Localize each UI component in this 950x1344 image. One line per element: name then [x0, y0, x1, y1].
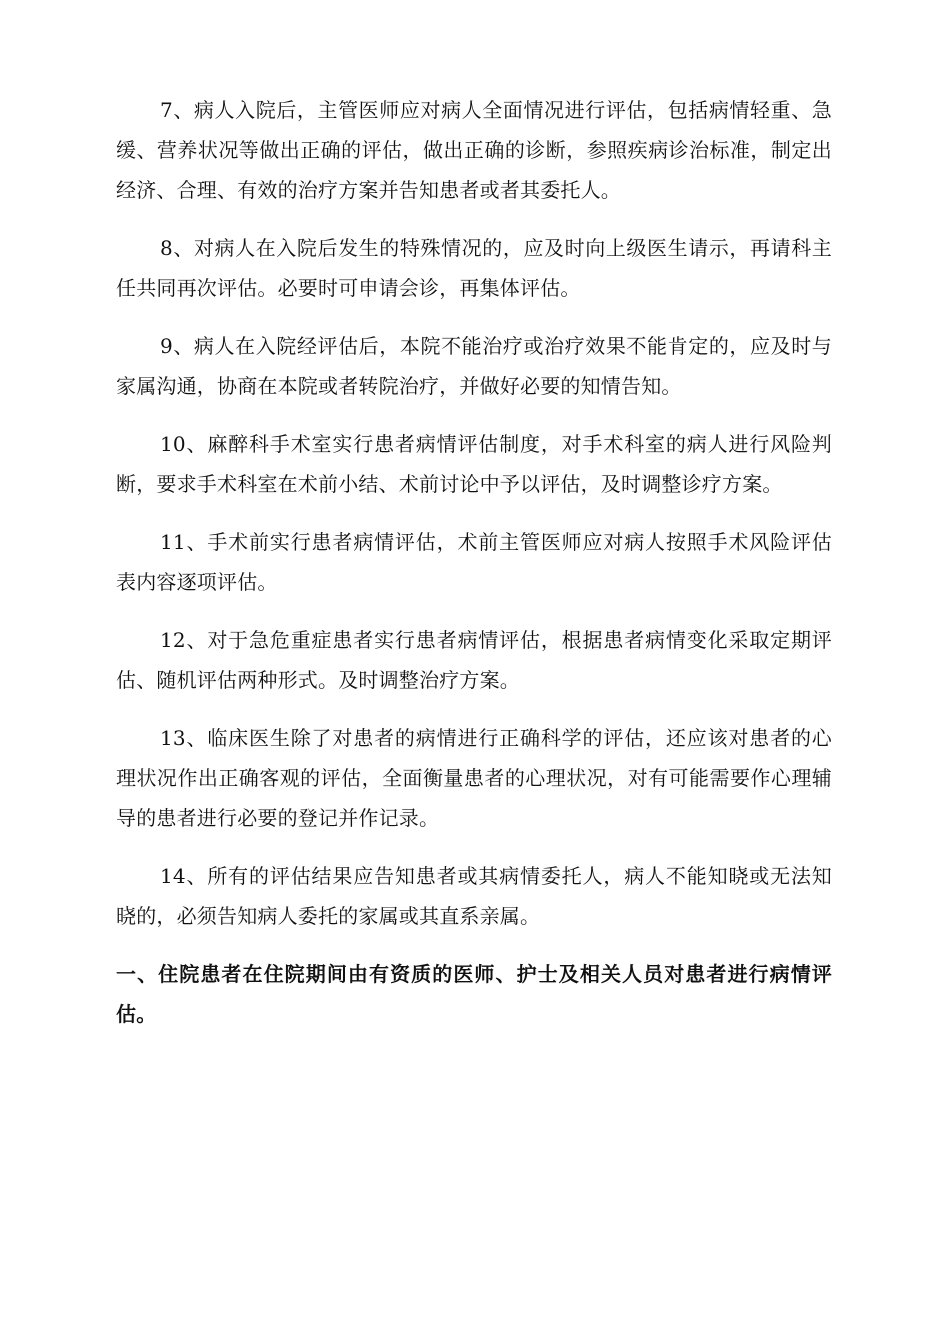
paragraph-10: 10、麻醉科手术室实行患者病情评估制度，对手术科室的病人进行风险判断，要求手术科室在术前小结、术前讨论中予以评估，及时调整诊疗方案。: [116, 432, 832, 496]
paragraph-13: 13、临床医生除了对患者的病情进行正确科学的评估，还应该对患者的心理状况作出正确客观的评估，全面衡量患者的心理状况，对有可能需要作心理辅导的患者进行必要的登记并作记录。: [116, 726, 832, 830]
paragraph-14: 14、所有的评估结果应告知患者或其病情委托人，病人不能知晓或无法知晓的，必须告知病人委托的家属或其直系亲属。: [116, 864, 832, 928]
paragraph-12: 12、对于急危重症患者实行患者病情评估，根据患者病情变化采取定期评估、随机评估两种形式。及时调整治疗方案。: [116, 628, 832, 692]
paragraph-8: 8、对病人在入院后发生的特殊情况的，应及时向上级医生请示，再请科主任共同再次评估。必要时可申请会诊，再集体评估。: [116, 236, 832, 300]
section-heading: 一、住院患者在住院期间由有资质的医师、护士及相关人员对患者进行病情评估。: [116, 962, 832, 1026]
document-body: [116, 90, 832, 1034]
paragraph-7: 7、病人入院后，主管医师应对病人全面情况进行评估，包括病情轻重、急缓、营养状况等做出正确的评估，做出正确的诊断，参照疾病诊治标准，制定出经济、合理、有效的治疗方案并告知患者或者其委托人。: [116, 98, 832, 202]
paragraph-9: 9、病人在入院经评估后，本院不能治疗或治疗效果不能肯定的，应及时与家属沟通，协商在本院或者转院治疗，并做好必要的知情告知。: [116, 334, 832, 398]
paragraph-11: 11、手术前实行患者病情评估，术前主管医师应对病人按照手术风险评估表内容逐项评估。: [116, 530, 832, 594]
